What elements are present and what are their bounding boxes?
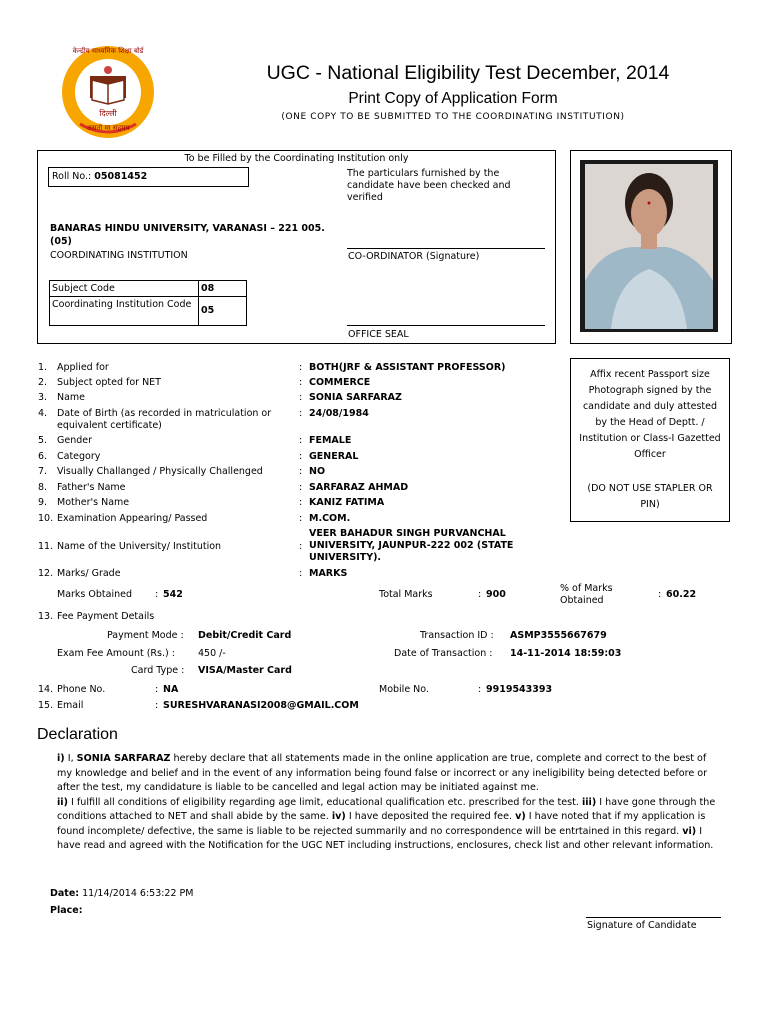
field-number: 1.: [38, 362, 48, 373]
mobile-label: Mobile No.: [379, 684, 429, 695]
office-seal-label: OFFICE SEAL: [348, 329, 409, 340]
field-label: Subject opted for NET: [57, 377, 161, 388]
code-table: [49, 280, 247, 326]
footer-date: [50, 888, 193, 899]
fee-heading: Fee Payment Details: [57, 611, 155, 622]
field-number: 4.: [38, 408, 48, 419]
field-label: Father's Name: [57, 482, 126, 493]
decl-text-3: I have gone through the conditions attached to NET and shall abide by the same.: [57, 796, 716, 822]
field-label: Visually Challanged / Physically Challenged: [57, 466, 263, 477]
field-number: 7.: [38, 466, 48, 477]
field-number: 12.: [38, 568, 54, 579]
page-subtitle: Print Copy of Application Form: [348, 90, 558, 107]
verified-text: The particulars furnished by the candidate have been checked and verified: [347, 168, 511, 203]
logo-text-motto: असतो मा सद्गमय: [86, 124, 130, 132]
email-index: 15.: [38, 700, 54, 711]
declaration-heading: Declaration: [37, 726, 118, 743]
transaction-id-label: Transaction ID :: [420, 630, 494, 641]
institution-name: BANARAS HINDU UNIVERSITY, VARANASI – 221 005.(05): [50, 223, 325, 247]
percent-colon: :: [658, 589, 662, 600]
field-number: 2.: [38, 377, 48, 388]
coordinator-label: CO-ORDINATOR (Signature): [348, 251, 480, 262]
total-marks-value: 900: [486, 589, 506, 600]
field-label: Mother's Name: [57, 497, 130, 508]
payment-mode-label: Payment Mode :: [107, 630, 184, 641]
field-number: 5.: [38, 435, 48, 446]
candidate-signature-line: [586, 917, 721, 918]
cbse-logo: [60, 44, 156, 140]
field-colon: :: [299, 362, 303, 373]
fee-number: 13.: [38, 611, 54, 622]
field-value: COMMERCE: [309, 377, 371, 388]
field-colon: :: [299, 451, 303, 462]
phone-colon: :: [155, 684, 159, 695]
marks-obtained-label: Marks Obtained: [57, 589, 132, 600]
phone-value: NA: [163, 684, 179, 695]
logo-text-top: केन्द्रीय माध्यमिक शिक्षा बोर्ड: [72, 47, 144, 55]
decl-text-5: I have noted that if my application is found incomplete/ defective, the same is liable to be rejected summarily and no correspondence will be entrtained in this regard.: [57, 811, 706, 837]
field-value: SARFARAZ AHMAD: [309, 482, 409, 493]
phone-number-index: 14.: [38, 684, 54, 695]
candidate-signature-label: Signature of Candidate: [587, 920, 697, 931]
field-value: KANIZ FATIMA: [309, 497, 385, 508]
marks-colon: :: [155, 589, 159, 600]
field-label: Category: [57, 451, 101, 462]
date-value: 11/14/2014 6:53:22 PM: [82, 888, 194, 899]
fee-amount-label: Exam Fee Amount (Rs.) :: [57, 648, 175, 659]
field-value: 24/08/1984: [309, 408, 369, 419]
field-number: 10.: [38, 513, 54, 524]
transaction-id-value: ASMP3555667679: [510, 630, 607, 641]
affix-text: Affix recent Passport size Photograph signed by the candidate and duly attested by the Head of Deptt. / Institution or Class-I Gazetted Officer: [579, 369, 721, 460]
decl-text-1a: I,: [64, 753, 77, 764]
field-value: NO: [309, 466, 326, 477]
inst-code-label: Coordinating Institution Code: [49, 297, 199, 326]
decl-candidate-name: SONIA SARFARAZ: [76, 753, 171, 764]
inst-code-value: 05: [199, 297, 247, 326]
date-label: Date:: [50, 888, 80, 899]
decl-mark-3: iii): [581, 796, 597, 808]
field-value: BOTH(JRF & ASSISTANT PROFESSOR): [309, 362, 506, 373]
transaction-date-value: 14-11-2014 18:59:03: [510, 648, 622, 659]
candidate-photo: [570, 150, 732, 344]
decl-mark-1: i): [57, 753, 65, 764]
decl-text-4: I have deposited the required fee.: [345, 811, 516, 822]
coordinator-signature-line: [347, 248, 545, 249]
email-colon: :: [155, 700, 159, 711]
field-colon: :: [299, 466, 303, 477]
decl-text-1b: hereby declare that all statements made in the online application are true, complete and correct to the best of my knowledge and belief and in the event of any information being found false or incorrect or any ineligibility being detected before or after the test, my candidature is liable to be cancelled and legal action may be initiated against me.: [57, 753, 708, 793]
field-label: Gender: [57, 435, 93, 446]
field-colon: :: [299, 408, 303, 419]
field-number: 6.: [38, 451, 48, 462]
transaction-date-label: Date of Transaction :: [394, 648, 493, 659]
subject-code-label: Subject Code: [49, 280, 199, 297]
field-colon: :: [299, 392, 303, 403]
payment-mode-value: Debit/Credit Card: [198, 630, 292, 641]
subject-code-value: 08: [199, 280, 247, 297]
field-colon: :: [299, 568, 303, 579]
field-colon: :: [299, 497, 303, 508]
roll-label: Roll No.:: [52, 171, 92, 182]
decl-text-2: I fulfill all conditions of eligibility regarding age limit, educational qualification etc. prescribed for the test.: [67, 796, 582, 808]
coordinating-institution-box: [37, 150, 556, 344]
mobile-value: 9919543393: [486, 684, 553, 695]
field-value: M.COM.: [309, 513, 351, 524]
decl-mark-5: v): [515, 811, 526, 822]
percent-value: 60.22: [666, 589, 697, 600]
roll-value: 05081452: [94, 171, 148, 182]
field-value: GENERAL: [309, 451, 359, 462]
page-title: UGC - National Eligibility Test December, 2014: [266, 62, 670, 84]
mobile-colon: :: [478, 684, 482, 695]
field-value: MARKS: [309, 568, 348, 579]
total-marks-label: Total Marks: [379, 589, 433, 600]
affix-note: (DO NOT USE STAPLER OR PIN): [587, 483, 713, 510]
declaration-text: [57, 752, 717, 854]
institution-label: COORDINATING INSTITUTION: [50, 250, 188, 261]
field-number: 9.: [38, 497, 48, 508]
field-colon: :: [299, 377, 303, 388]
field-label: Applied for: [57, 362, 109, 373]
field-value: VEER BAHADUR SINGH PURVANCHAL UNIVERSITY, JAUNPUR-222 002 (STATE UNIVERSITY).: [309, 528, 514, 563]
field-label: Name: [57, 392, 86, 403]
email-label: Email: [57, 700, 84, 711]
field-colon: :: [299, 541, 303, 552]
field-label: Examination Appearing/ Passed: [57, 513, 208, 524]
card-type-label: Card Type :: [131, 665, 185, 676]
field-label: Date of Birth (as recorded in matriculation or equivalent certificate): [57, 408, 272, 431]
field-colon: :: [299, 482, 303, 493]
card-type-value: VISA/Master Card: [198, 665, 292, 676]
submission-note: (ONE COPY TO BE SUBMITTED TO THE COORDINATING INSTITUTION): [281, 112, 625, 122]
affix-photo-instructions: [570, 358, 730, 522]
decl-mark-6: vi): [682, 825, 697, 837]
field-number: 3.: [38, 392, 48, 403]
field-colon: :: [299, 435, 303, 446]
roll-number-field: [48, 167, 249, 187]
field-value: FEMALE: [309, 435, 352, 446]
field-value: SONIA SARFARAZ: [309, 392, 402, 403]
decl-text-6: I have read and agreed with the Notification for the UGC NET including instructions, enclosures, check list and other relevant information.: [57, 825, 714, 851]
coord-box-heading: To be Filled by the Coordinating Institution only: [184, 153, 409, 164]
phone-label: Phone No.: [57, 684, 106, 695]
decl-mark-2: ii): [57, 796, 68, 808]
field-number: 8.: [38, 482, 48, 493]
field-number: 11.: [38, 541, 54, 552]
total-colon: :: [478, 589, 482, 600]
percent-label: % of Marks Obtained: [560, 583, 613, 606]
field-label: Marks/ Grade: [57, 568, 121, 579]
field-label: Name of the University/ Institution: [57, 541, 222, 552]
marks-obtained-value: 542: [163, 589, 183, 600]
office-seal-line: [347, 325, 545, 326]
email-value: SURESHVARANASI2008@GMAIL.COM: [163, 700, 359, 711]
field-colon: :: [299, 513, 303, 524]
fee-amount-value: 450 /-: [198, 648, 226, 659]
logo-text-city: दिल्ली: [99, 109, 117, 118]
decl-mark-4: iv): [331, 811, 346, 822]
place-label: Place:: [50, 905, 83, 916]
